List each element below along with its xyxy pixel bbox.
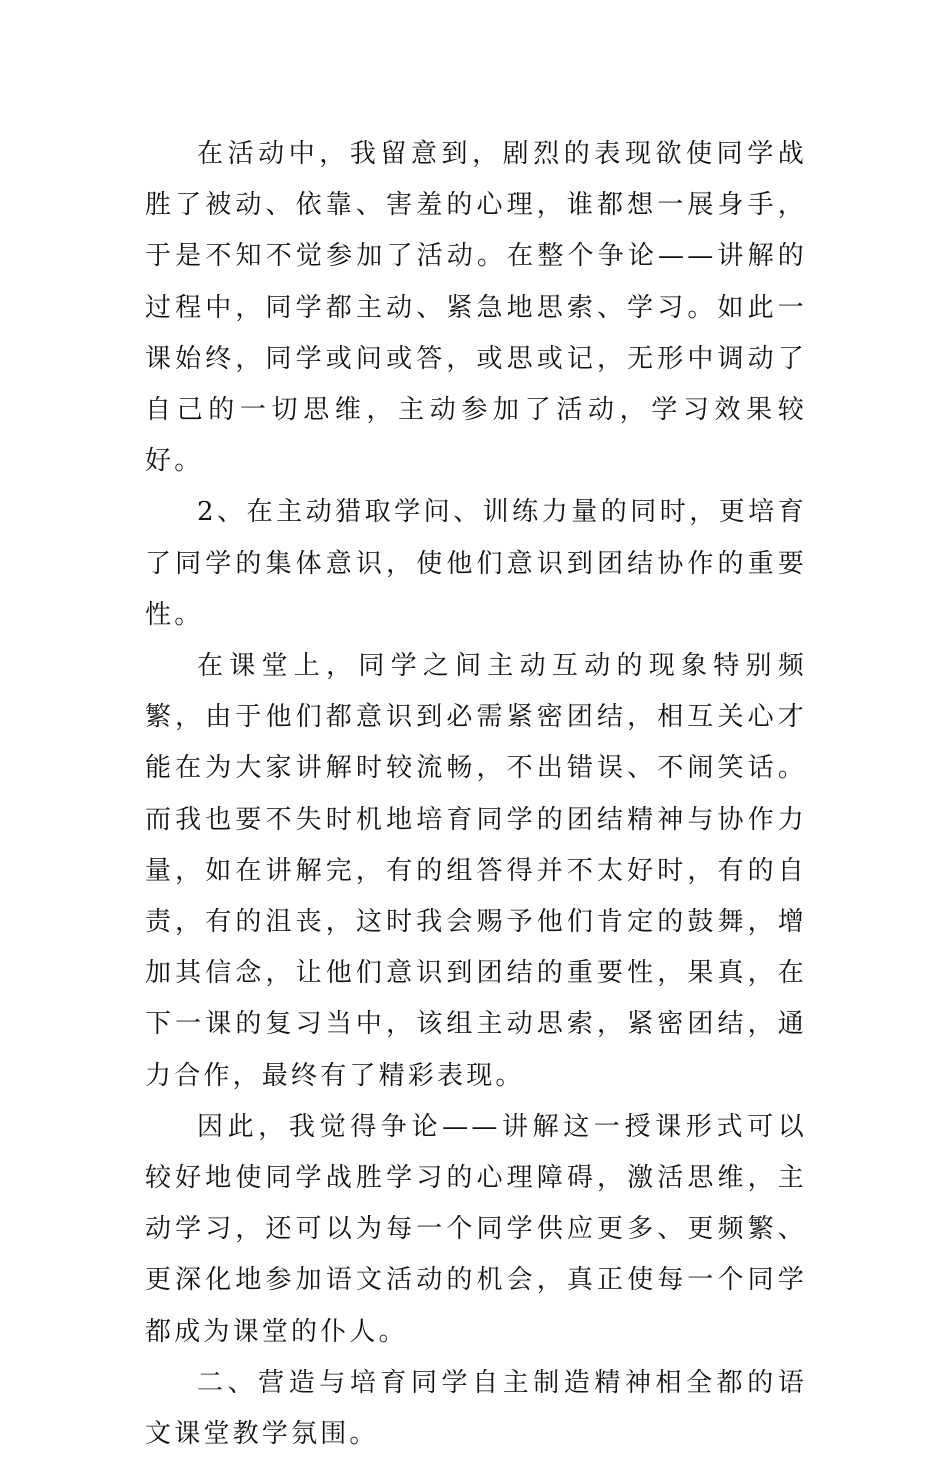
paragraph-classroom: 在课堂上，同学之间主动互动的现象特别频繁，由于他们都意识到必需紧密团结，相互关心才能在为大家讲解时较流畅，不出错误、不闹笑话。而我也要不失时机地培育同学的团结精神与协作力量，如在讲解完，有的组答得并不太好时，有的自责，有的沮丧，这时我会赐予他们肯定的鼓舞，增加其信念，让他们意识到团结的重要性，果真，在下一课的复习当中，该组主动思索，紧密团结，通力合作，最终有了精彩表现。 [145,651,807,1091]
document-body [145,129,807,1460]
paragraph-section-2-heading: 二、营造与培育同学自主制造精神相全都的语文课堂教学氛围。 [145,1367,807,1450]
paragraph-observation: 在活动中，我留意到，剧烈的表现欲使同学战胜了被动、依靠、害羞的心理，谁都想一展身手，于是不知不觉参加了活动。在整个争论——讲解的过程中，同学都主动、紧急地思索、学习。如此一课始终，同学或问或答，或思或记，无形中调动了自己的一切思维，主动参加了活动，学习效果较好。 [145,139,807,477]
paragraph-point-2: 2、在主动猎取学问、训练力量的同时，更培育了同学的集体意识，使他们意识到团结协作的重要性。 [145,497,807,630]
paragraph-conclusion: 因此，我觉得争论——讲解这一授课形式可以较好地使同学战胜学习的心理障碍，激活思维，主动学习，还可以为每一个同学供应更多、更频繁、更深化地参加语文活动的机会，真正使每一个同学都成为课堂的仆人。 [145,1111,807,1347]
